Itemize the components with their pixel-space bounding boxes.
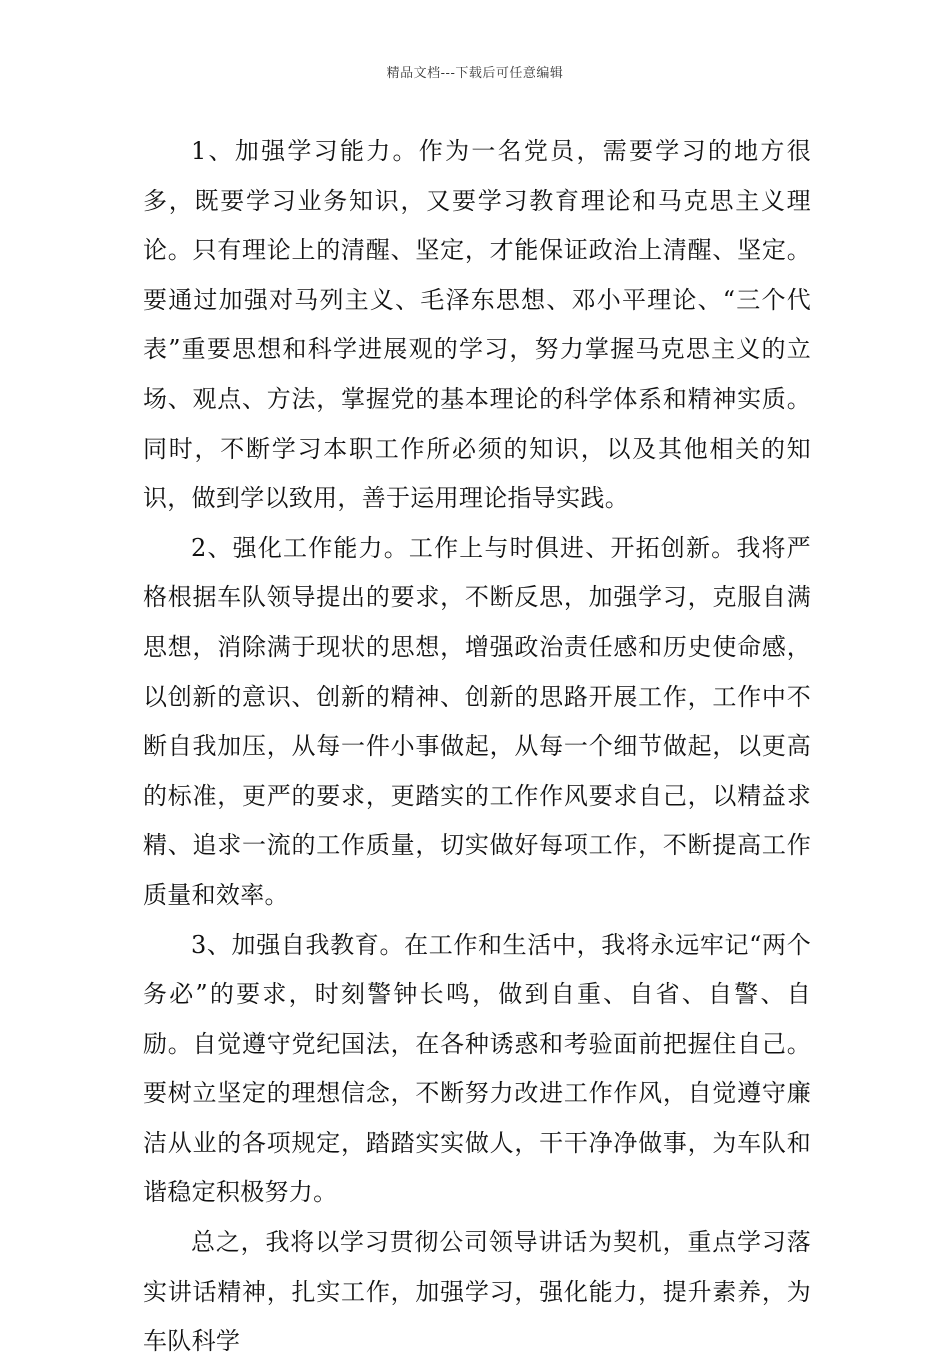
paragraph-1: 1、加强学习能力。作为一名党员，需要学习的地方很多，既要学习业务知识，又要学习教育理论和马克思主义理论。只有理论上的清醒、坚定，才能保证政治上清醒、坚定。要通过加强对马列主义、毛泽东思想、邓小平理论、“三个代表”重要思想和科学进展观的学习，努力掌握马克思主义的立场、观点、方法，掌握党的基本理论的科学体系和精神实质。同时，不断学习本职工作所必须的知识，以及其他相关的知识，做到学以致用，善于运用理论指导实践。: [143, 137, 811, 513]
document-body: [143, 127, 811, 1367]
paragraph-2: 2、强化工作能力。工作上与时俱进、开拓创新。我将严格根据车队领导提出的要求，不断反思，加强学习，克服自满思想，消除满于现状的思想，增强政治责任感和历史使命感，以创新的意识、创新的精神、创新的思路开展工作，工作中不断自我加压，从每一件小事做起，从每一个细节做起，以更高的标准，更严的要求，更踏实的工作作风要求自己，以精益求精、追求一流的工作质量，切实做好每项工作，不断提高工作质量和效率。: [143, 533, 811, 909]
paragraph-4: 总之，我将以学习贯彻公司领导讲话为契机，重点学习落实讲话精神，扎实工作，加强学习，强化能力，提升素养，为车队科学: [143, 1228, 811, 1356]
page-header: 精品文档---下载后可任意编辑: [386, 66, 564, 81]
paragraph-3: 3、加强自我教育。在工作和生活中，我将永远牢记“两个务必”的要求，时刻警钟长鸣，做到自重、自省、自警、自励。自觉遵守党纪国法，在各种诱惑和考验面前把握住自己。要树立坚定的理想信念，不断努力改进工作作风，自觉遵守廉洁从业的各项规定，踏踏实实做人，干干净净做事，为车队和谐稳定积极努力。: [143, 930, 811, 1207]
